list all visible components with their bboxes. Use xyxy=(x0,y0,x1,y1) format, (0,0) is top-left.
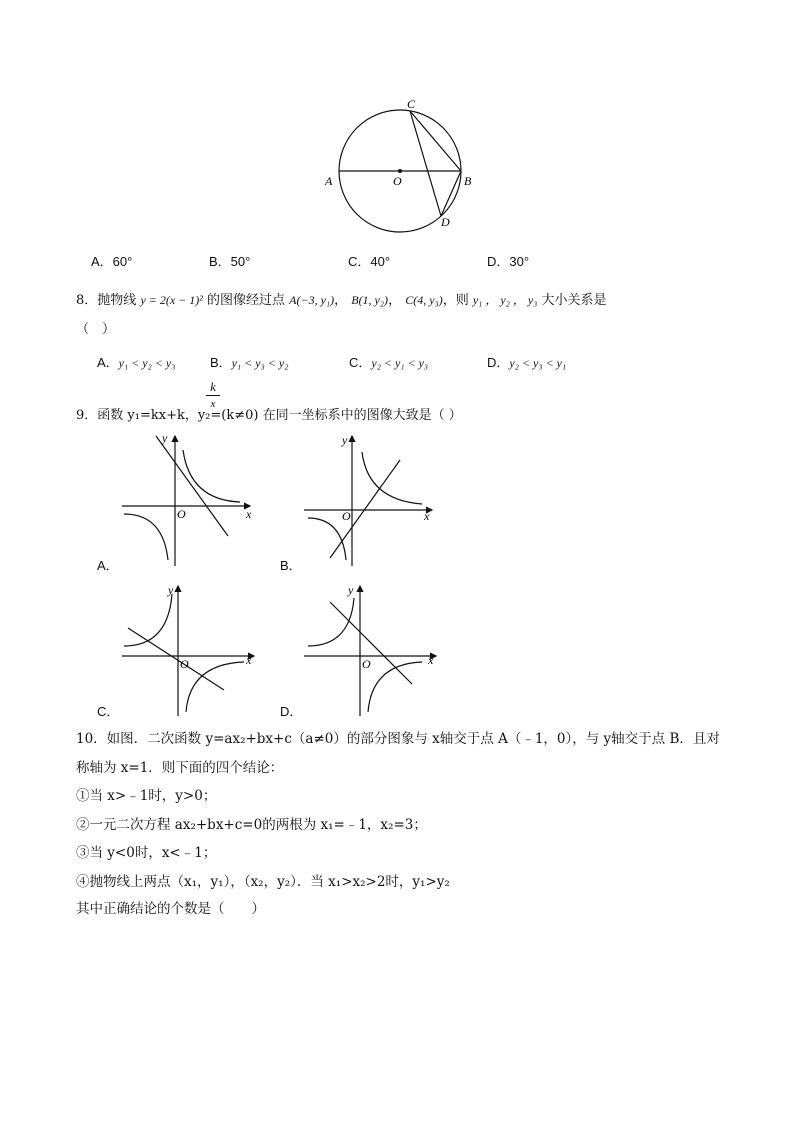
q10-item-2: ②一元二次方程 ax₂+bx+c=0的两根为 x₁=﹣1，x₂=3； xyxy=(76,817,427,833)
label-x: x xyxy=(246,653,252,667)
hyperbola-branch-2 xyxy=(124,514,168,560)
label-o: O xyxy=(342,509,351,523)
q8-equation: y = 2(x − 1)² xyxy=(140,293,203,307)
q9-option-b: B． xyxy=(280,558,302,573)
label-y: y xyxy=(162,431,168,445)
chord-bd xyxy=(441,171,461,216)
q9-stem: 9．函数 y₁=kx+k，y₂=(k≠0) 在同一坐标系中的图像大致是（ ） xyxy=(76,408,462,423)
q9-option-a: A． xyxy=(97,558,119,573)
q10-item-3: ③当 y<0时，x<﹣1； xyxy=(76,845,217,861)
q9-option-c: C． xyxy=(97,704,120,719)
label-o: O xyxy=(393,174,402,188)
q8-option-c: C．y₂ < y₁ < y₃ xyxy=(349,355,429,370)
q9-graph-a xyxy=(118,430,258,570)
label-a: A xyxy=(325,174,333,188)
q9-graph-c xyxy=(118,580,258,720)
hyperbola-branch-2 xyxy=(186,662,244,712)
hyperbola-branch-1 xyxy=(124,594,172,646)
q8-paren: （ ） xyxy=(76,322,116,337)
q7-option-c: C．40° xyxy=(348,254,391,269)
q10-line-1: 10．如图．二次函数 y=ax₂+bx+c（a≠0）的部分图象与 x轴交于点 A（﹣1，0），与 y轴交于点 B．且对 xyxy=(76,731,720,747)
line-y1 xyxy=(330,602,412,684)
label-d: D xyxy=(441,215,450,229)
q7-option-d: D．30° xyxy=(487,254,530,269)
label-y: y xyxy=(168,583,174,597)
hyperbola-branch-1 xyxy=(183,450,240,502)
q8-option-a: A．y₁ < y₂ < y₃ xyxy=(97,355,176,370)
q9-graph-b xyxy=(300,430,440,570)
label-o: O xyxy=(177,507,186,521)
label-x: x xyxy=(424,509,430,523)
q7-circle-figure xyxy=(320,98,480,233)
label-o: O xyxy=(180,657,189,671)
q8-point-b: B(1, y₂) xyxy=(351,293,389,307)
label-y: y xyxy=(348,583,354,597)
hyperbola-branch-1 xyxy=(362,452,422,504)
q8-stem: 8．抛物线 y = 2(x − 1)² 的图像经过点 A(−3, y₁)， B(1, y₂)， C(4, y₃)，则 y₁ ， y₂ ， y₃ 大小关系是 xyxy=(76,293,607,308)
q8-point-c: C(4, y₃) xyxy=(405,293,443,307)
label-y: y xyxy=(342,433,348,447)
q9-option-d: D． xyxy=(280,704,303,719)
hyperbola-branch-2 xyxy=(368,662,422,712)
line-y1 xyxy=(128,628,224,690)
hyperbola-branch-2 xyxy=(308,518,346,560)
label-o: O xyxy=(362,657,371,671)
label-c: C xyxy=(407,98,416,111)
label-x: x xyxy=(428,653,434,667)
line-y1 xyxy=(156,436,228,536)
q10-closing: 其中正确结论的个数是（ ） xyxy=(76,901,265,917)
q10-item-1: ①当 x>﹣1时，y>0； xyxy=(76,788,217,804)
line-y1 xyxy=(330,460,400,558)
q10-line-2: 称轴为 x=1．则下面的四个结论： xyxy=(76,760,284,776)
hyperbola-branch-1 xyxy=(308,598,354,646)
q10-item-4: ④抛物线上两点（x₁，y₁），（x₂，y₂）．当 x₁>x₂>2时，y₁>y₂ xyxy=(76,874,450,890)
q8-point-a: A(−3, y₁) xyxy=(289,293,335,307)
q7-option-a: A．60° xyxy=(91,254,133,269)
q8-option-d: D．y₂ < y₃ < y₁ xyxy=(487,355,567,370)
chord-cd xyxy=(410,111,441,216)
q8-vars: y₁ ， y₂ ， y₃ xyxy=(472,293,538,307)
label-x: x xyxy=(246,507,252,521)
q9-fraction: k x xyxy=(206,381,220,410)
q8-option-b: B．y₁ < y₃ < y₂ xyxy=(210,355,289,370)
q9-graph-d xyxy=(300,580,440,720)
center-dot xyxy=(398,169,402,173)
q7-option-b: B．50° xyxy=(209,254,251,269)
label-b: B xyxy=(464,174,472,188)
